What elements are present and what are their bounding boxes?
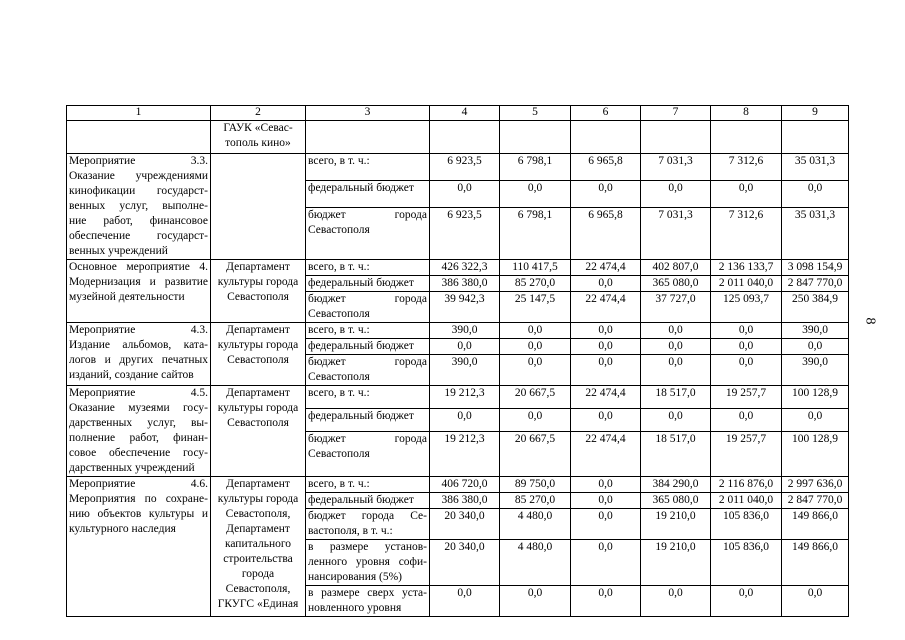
value-cell: 2 011 040,0 bbox=[711, 276, 782, 292]
value-cell: 402 807,0 bbox=[641, 260, 711, 276]
intro-row bbox=[67, 121, 849, 154]
header-cell: 7 bbox=[641, 106, 711, 121]
text-line: Модернизация и развитие bbox=[69, 276, 208, 288]
header-cell: 8 bbox=[711, 106, 782, 121]
value-cell: 22 474,4 bbox=[571, 292, 641, 323]
value-cell: 0,0 bbox=[500, 586, 571, 617]
text-line: бюджет города bbox=[308, 433, 427, 446]
text-line: нию объектов культуры и bbox=[69, 508, 208, 520]
text-line: культуры города bbox=[217, 276, 299, 288]
text-line: изданий, создание сайтов bbox=[69, 369, 194, 381]
text-line: федеральный бюджет bbox=[308, 494, 414, 506]
value-cell: 110 417,5 bbox=[500, 260, 571, 276]
value-cell: 406 720,0 bbox=[430, 477, 500, 493]
header-cell: 9 bbox=[782, 106, 849, 121]
text-line: Департамент bbox=[226, 324, 290, 336]
value-cell: 0,0 bbox=[641, 586, 711, 617]
text-line: федеральный бюджет bbox=[308, 181, 414, 194]
value-cell: 6 965,8 bbox=[571, 154, 641, 181]
empty-cell bbox=[571, 121, 641, 154]
text-line: венных учреждений bbox=[69, 245, 168, 257]
value-cell: 100 128,9 bbox=[782, 432, 849, 477]
budget-table bbox=[66, 105, 849, 617]
text-line: Издание альбомов, ката- bbox=[69, 339, 208, 351]
value-cell: 0,0 bbox=[571, 180, 641, 207]
value-cell: 390,0 bbox=[782, 323, 849, 339]
text-line: Департамент bbox=[226, 387, 290, 399]
value-cell: 0,0 bbox=[571, 339, 641, 355]
value-cell: 125 093,7 bbox=[711, 292, 782, 323]
source-cell bbox=[306, 323, 430, 339]
source-cell bbox=[306, 586, 430, 617]
value-cell: 0,0 bbox=[500, 180, 571, 207]
value-cell: 2 847 770,0 bbox=[782, 493, 849, 509]
text-line: Оказание учреждениями bbox=[69, 170, 208, 182]
text-line: кинофикации государст- bbox=[69, 185, 208, 197]
source-cell bbox=[306, 432, 430, 477]
empty-cell bbox=[711, 121, 782, 154]
value-cell: 0,0 bbox=[711, 409, 782, 432]
value-cell: 35 031,3 bbox=[782, 207, 849, 259]
value-cell: 4 480,0 bbox=[500, 540, 571, 586]
text-line: вастополя, в т. ч.: bbox=[308, 525, 393, 537]
text-line: Севастополя bbox=[308, 308, 370, 320]
text-line: обеспечение государст- bbox=[69, 230, 208, 242]
value-cell: 390,0 bbox=[430, 355, 500, 386]
value-cell: 19 212,3 bbox=[430, 386, 500, 409]
value-cell: 2 847 770,0 bbox=[782, 276, 849, 292]
source-cell bbox=[306, 260, 430, 276]
table-row bbox=[67, 260, 849, 276]
source-cell bbox=[306, 477, 430, 493]
value-cell: 0,0 bbox=[500, 355, 571, 386]
text-line: Оказание музеями госу- bbox=[69, 402, 208, 414]
value-cell: 0,0 bbox=[782, 180, 849, 207]
text-line: федеральный бюджет bbox=[308, 277, 414, 289]
source-cell bbox=[306, 339, 430, 355]
text-line: Севастополя bbox=[308, 448, 370, 461]
text-line: капитального bbox=[224, 538, 292, 550]
text-line: тополь кино» bbox=[225, 137, 291, 149]
text-line: бюджет города Се- bbox=[308, 510, 427, 522]
page-number: 8 bbox=[862, 317, 878, 325]
text-line: дарственных учреждений bbox=[69, 462, 195, 474]
value-cell: 19 210,0 bbox=[641, 509, 711, 540]
executor-cell bbox=[211, 323, 306, 386]
value-cell: 0,0 bbox=[641, 409, 711, 432]
text-line: ГКУГС «Единая bbox=[217, 598, 299, 610]
value-cell: 0,0 bbox=[500, 409, 571, 432]
value-cell: 250 384,9 bbox=[782, 292, 849, 323]
value-cell: 20 340,0 bbox=[430, 509, 500, 540]
source-cell bbox=[306, 355, 430, 386]
value-cell: 0,0 bbox=[641, 323, 711, 339]
table-row bbox=[67, 323, 849, 339]
text-line: в размере установ- bbox=[308, 541, 427, 553]
text-line: культуры города bbox=[217, 339, 299, 351]
text-line: бюджет города bbox=[308, 356, 427, 368]
value-cell: 35 031,3 bbox=[782, 154, 849, 181]
text-line: всего, в т. ч.: bbox=[308, 155, 370, 167]
text-line: логов и других печатных bbox=[69, 354, 208, 366]
text-line: новленного уровня bbox=[308, 602, 402, 614]
text-line: Мероприятие 4.6. bbox=[69, 478, 208, 490]
value-cell: 7 312,6 bbox=[711, 154, 782, 181]
value-cell: 0,0 bbox=[430, 586, 500, 617]
text-line: музейной деятельности bbox=[69, 291, 185, 303]
text-line: всего, в т. ч.: bbox=[308, 324, 370, 336]
header-row bbox=[67, 106, 849, 121]
text-line: совое обеспечение госу- bbox=[69, 447, 208, 459]
text-line: Севастополя, bbox=[225, 583, 291, 595]
event-cell bbox=[67, 154, 211, 260]
value-cell: 0,0 bbox=[571, 509, 641, 540]
executor-cell bbox=[211, 121, 306, 154]
value-cell: 149 866,0 bbox=[782, 509, 849, 540]
header-cell: 1 bbox=[67, 106, 211, 121]
value-cell: 2 011 040,0 bbox=[711, 493, 782, 509]
value-cell: 365 080,0 bbox=[641, 276, 711, 292]
event-cell bbox=[67, 260, 211, 323]
empty-cell bbox=[430, 121, 500, 154]
value-cell: 0,0 bbox=[782, 409, 849, 432]
text-line: в размере сверх уста- bbox=[308, 587, 427, 599]
text-line: всего, в т. ч.: bbox=[308, 261, 370, 273]
value-cell: 386 380,0 bbox=[430, 493, 500, 509]
source-cell bbox=[306, 276, 430, 292]
source-cell bbox=[306, 154, 430, 181]
value-cell: 2 997 636,0 bbox=[782, 477, 849, 493]
value-cell: 19 257,7 bbox=[711, 432, 782, 477]
value-cell: 39 942,3 bbox=[430, 292, 500, 323]
value-cell: 149 866,0 bbox=[782, 540, 849, 586]
text-line: Севастополя bbox=[308, 371, 370, 383]
source-cell bbox=[306, 207, 430, 259]
text-line: Основное мероприятие 4. bbox=[69, 261, 208, 273]
value-cell: 85 270,0 bbox=[500, 276, 571, 292]
text-line: ние работ, финансовое bbox=[69, 215, 208, 227]
value-cell: 0,0 bbox=[571, 477, 641, 493]
value-cell: 390,0 bbox=[430, 323, 500, 339]
value-cell: 6 798,1 bbox=[500, 154, 571, 181]
text-line: ленного уровня софи- bbox=[308, 556, 427, 568]
empty-cell bbox=[641, 121, 711, 154]
value-cell: 0,0 bbox=[571, 540, 641, 586]
value-cell: 0,0 bbox=[571, 355, 641, 386]
text-line: Департамент bbox=[226, 523, 290, 535]
table-row bbox=[67, 477, 849, 493]
value-cell: 426 322,3 bbox=[430, 260, 500, 276]
text-line: Департамент bbox=[226, 478, 290, 490]
value-cell: 6 923,5 bbox=[430, 154, 500, 181]
value-cell: 386 380,0 bbox=[430, 276, 500, 292]
value-cell: 365 080,0 bbox=[641, 493, 711, 509]
text-line: города bbox=[241, 568, 275, 580]
text-line: Севастополя, bbox=[225, 508, 291, 520]
value-cell: 0,0 bbox=[641, 355, 711, 386]
executor-cell bbox=[211, 386, 306, 477]
text-line: Мероприятие 4.5. bbox=[69, 387, 208, 399]
text-line: Мероприятие 3.3. bbox=[69, 155, 208, 167]
text-line: культурного наследия bbox=[69, 523, 176, 535]
source-cell bbox=[306, 386, 430, 409]
text-line: всего, в т. ч.: bbox=[308, 478, 370, 490]
value-cell: 0,0 bbox=[711, 586, 782, 617]
value-cell: 18 517,0 bbox=[641, 432, 711, 477]
empty-cell bbox=[67, 121, 211, 154]
value-cell: 2 116 876,0 bbox=[711, 477, 782, 493]
value-cell: 384 290,0 bbox=[641, 477, 711, 493]
value-cell: 0,0 bbox=[430, 180, 500, 207]
text-line: культуры города bbox=[217, 402, 299, 414]
value-cell: 20 667,5 bbox=[500, 432, 571, 477]
value-cell: 37 727,0 bbox=[641, 292, 711, 323]
value-cell: 2 136 133,7 bbox=[711, 260, 782, 276]
value-cell: 22 474,4 bbox=[571, 432, 641, 477]
source-cell bbox=[306, 409, 430, 432]
value-cell: 6 798,1 bbox=[500, 207, 571, 259]
header-cell: 5 bbox=[500, 106, 571, 121]
value-cell: 0,0 bbox=[641, 180, 711, 207]
value-cell: 19 212,3 bbox=[430, 432, 500, 477]
event-cell bbox=[67, 323, 211, 386]
value-cell: 0,0 bbox=[711, 323, 782, 339]
text-line: строительства bbox=[223, 553, 293, 565]
value-cell: 25 147,5 bbox=[500, 292, 571, 323]
value-cell: 390,0 bbox=[782, 355, 849, 386]
header-cell: 4 bbox=[430, 106, 500, 121]
source-cell bbox=[306, 509, 430, 540]
text-line: Севастополя bbox=[227, 291, 289, 303]
text-line: Департамент bbox=[226, 261, 290, 273]
text-line: Мероприятие 4.3. bbox=[69, 324, 208, 336]
value-cell: 7 312,6 bbox=[711, 207, 782, 259]
source-cell bbox=[306, 493, 430, 509]
text-line: дарственных услуг, вы- bbox=[69, 417, 208, 429]
value-cell: 0,0 bbox=[782, 339, 849, 355]
value-cell: 0,0 bbox=[500, 323, 571, 339]
value-cell: 85 270,0 bbox=[500, 493, 571, 509]
text-line: бюджет города bbox=[308, 293, 427, 305]
value-cell: 20 340,0 bbox=[430, 540, 500, 586]
empty-cell bbox=[782, 121, 849, 154]
header-cell: 3 bbox=[306, 106, 430, 121]
value-cell: 89 750,0 bbox=[500, 477, 571, 493]
source-cell bbox=[306, 540, 430, 586]
text-line: нансирования (5%) bbox=[308, 571, 403, 583]
value-cell: 4 480,0 bbox=[500, 509, 571, 540]
event-cell bbox=[67, 477, 211, 617]
value-cell: 19 257,7 bbox=[711, 386, 782, 409]
text-line: Севастополя bbox=[308, 223, 370, 236]
table-row bbox=[67, 386, 849, 409]
value-cell: 0,0 bbox=[571, 586, 641, 617]
text-line: полнение работ, финан- bbox=[69, 432, 208, 444]
value-cell: 22 474,4 bbox=[571, 386, 641, 409]
value-cell: 0,0 bbox=[782, 586, 849, 617]
executor-cell bbox=[211, 154, 306, 260]
value-cell: 105 836,0 bbox=[711, 509, 782, 540]
value-cell: 19 210,0 bbox=[641, 540, 711, 586]
value-cell: 0,0 bbox=[571, 409, 641, 432]
value-cell: 0,0 bbox=[430, 409, 500, 432]
header-cell: 6 bbox=[571, 106, 641, 121]
value-cell: 7 031,3 bbox=[641, 154, 711, 181]
source-cell bbox=[306, 180, 430, 207]
value-cell: 100 128,9 bbox=[782, 386, 849, 409]
text-line: бюджет города bbox=[308, 208, 427, 221]
text-line: венных услуг, выполне- bbox=[69, 200, 208, 212]
value-cell: 18 517,0 bbox=[641, 386, 711, 409]
value-cell: 0,0 bbox=[500, 339, 571, 355]
table-body bbox=[67, 106, 849, 617]
value-cell: 0,0 bbox=[711, 355, 782, 386]
value-cell: 20 667,5 bbox=[500, 386, 571, 409]
event-cell bbox=[67, 386, 211, 477]
value-cell: 0,0 bbox=[571, 276, 641, 292]
value-cell: 0,0 bbox=[571, 323, 641, 339]
text-line: культуры города bbox=[217, 493, 299, 505]
source-cell bbox=[306, 292, 430, 323]
text-line: федеральный бюджет bbox=[308, 340, 414, 352]
value-cell: 6 965,8 bbox=[571, 207, 641, 259]
text-line: Мероприятия по сохране- bbox=[69, 493, 208, 505]
value-cell: 0,0 bbox=[711, 339, 782, 355]
text-line: Севастополя bbox=[227, 354, 289, 366]
table-row bbox=[67, 154, 849, 181]
executor-cell bbox=[211, 477, 306, 617]
value-cell: 105 836,0 bbox=[711, 540, 782, 586]
value-cell: 0,0 bbox=[571, 493, 641, 509]
text-line: федеральный бюджет bbox=[308, 410, 414, 423]
text-line: Севастополя bbox=[227, 417, 289, 429]
text-line: всего, в т. ч.: bbox=[308, 387, 370, 399]
value-cell: 3 098 154,9 bbox=[782, 260, 849, 276]
value-cell: 0,0 bbox=[430, 339, 500, 355]
header-cell: 2 bbox=[211, 106, 306, 121]
value-cell: 6 923,5 bbox=[430, 207, 500, 259]
text-line: ГАУК «Севас- bbox=[223, 122, 293, 134]
value-cell: 22 474,4 bbox=[571, 260, 641, 276]
value-cell: 0,0 bbox=[711, 180, 782, 207]
value-cell: 7 031,3 bbox=[641, 207, 711, 259]
empty-cell bbox=[500, 121, 571, 154]
value-cell: 0,0 bbox=[641, 339, 711, 355]
executor-cell bbox=[211, 260, 306, 323]
empty-cell bbox=[306, 121, 430, 154]
